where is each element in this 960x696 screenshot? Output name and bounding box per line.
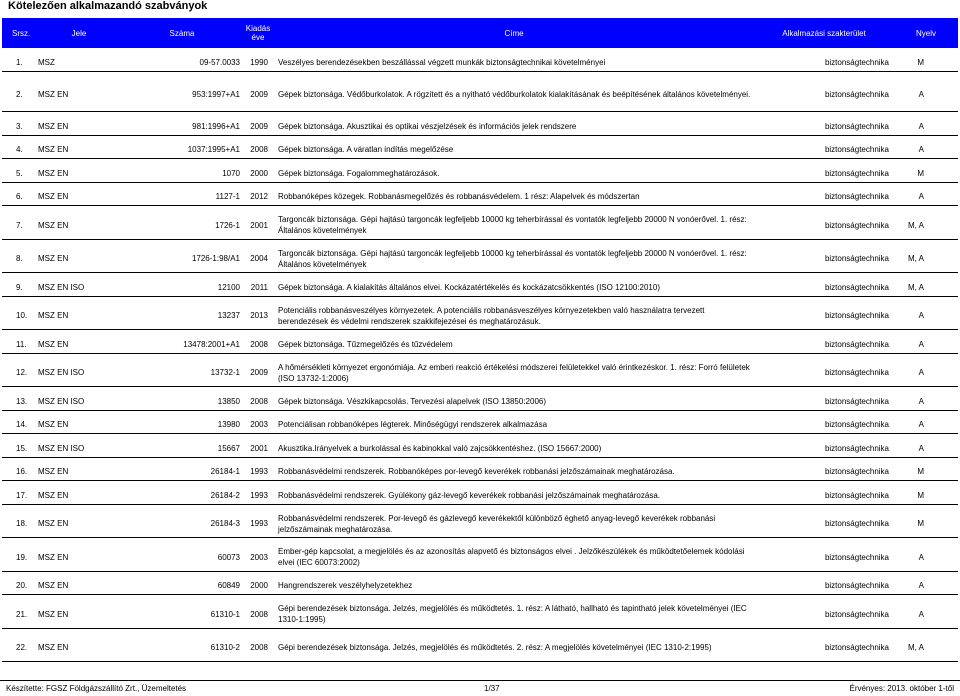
standard-number: 1726-1 xyxy=(122,212,242,239)
application-area: biztonságtechnika xyxy=(754,303,894,330)
row-number: 4. xyxy=(2,142,36,159)
standard-title: Robbanásvédelmi rendszerek. Por-levegő és gázlevegő keverékektől különböző éghető anyag-levegő keverékek robbanási jelzőszámainak meghatározása. xyxy=(274,511,754,538)
issue-year: 2008 xyxy=(242,635,274,662)
standard-number: 1127-1 xyxy=(122,189,242,206)
standard-mark: MSZ xyxy=(36,54,122,71)
standard-mark: MSZ EN ISO xyxy=(36,360,122,387)
table-row xyxy=(2,601,958,628)
standard-title: Potenciális robbanásveszélyes környezetek. A potenciális robbanásveszélyes környezetekben való használatra tervezett berendezések és védelmi rendszerek szakkifejezései és meghatározásuk. xyxy=(274,303,754,330)
standard-title: Gépek biztonsága. Tűzmegelőzés és tűzvédelem xyxy=(274,336,754,353)
application-area: biztonságtechnika xyxy=(754,464,894,481)
row-number: 9. xyxy=(2,279,36,296)
application-area: biztonságtechnika xyxy=(754,118,894,135)
application-area: biztonságtechnika xyxy=(754,511,894,538)
col-header-number: Száma xyxy=(122,18,242,48)
row-number: 10. xyxy=(2,303,36,330)
standard-number: 13980 xyxy=(122,417,242,434)
standard-number: 60849 xyxy=(122,578,242,595)
table-row xyxy=(2,511,958,538)
issue-year: 2008 xyxy=(242,601,274,628)
standard-number: 953:1997+A1 xyxy=(122,78,242,112)
application-area: biztonságtechnika xyxy=(754,417,894,434)
standard-mark: MSZ EN ISO xyxy=(36,393,122,410)
application-area: biztonságtechnika xyxy=(754,487,894,504)
table-row xyxy=(2,246,958,273)
application-area: biztonságtechnika xyxy=(754,165,894,182)
language-code: A xyxy=(894,336,958,353)
issue-year: 2011 xyxy=(242,279,274,296)
issue-year: 2000 xyxy=(242,578,274,595)
application-area: biztonságtechnika xyxy=(754,635,894,662)
application-area: biztonságtechnika xyxy=(754,336,894,353)
language-code: M, A xyxy=(894,212,958,239)
row-number: 15. xyxy=(2,440,36,457)
standard-mark: MSZ EN xyxy=(36,212,122,239)
col-header-lang: Nyelv xyxy=(894,18,958,48)
row-number: 5. xyxy=(2,165,36,182)
table-row xyxy=(2,78,958,112)
row-number: 2. xyxy=(2,78,36,112)
issue-year: 2000 xyxy=(242,165,274,182)
standard-title: Hangrendszerek veszélyhelyzetekhez xyxy=(274,578,754,595)
standard-mark: MSZ EN ISO xyxy=(36,440,122,457)
col-header-no: Srsz. xyxy=(2,18,36,48)
language-code: A xyxy=(894,303,958,330)
issue-year: 2004 xyxy=(242,246,274,273)
issue-year: 2012 xyxy=(242,189,274,206)
issue-year: 2009 xyxy=(242,118,274,135)
footer-validity: Érvényes: 2013. október 1-től xyxy=(849,684,954,693)
standard-title: Targoncák biztonsága. Gépi hajtású targoncák legfeljebb 10000 kg teherbírással és vontatók legfeljebb 20000 N vonóerővel. 1. rész: Általános követelmények xyxy=(274,246,754,273)
language-code: A xyxy=(894,142,958,159)
application-area: biztonságtechnika xyxy=(754,142,894,159)
table-row xyxy=(2,464,958,481)
standard-mark: MSZ EN xyxy=(36,417,122,434)
language-code: M xyxy=(894,54,958,71)
table-row xyxy=(2,54,958,71)
application-area: biztonságtechnika xyxy=(754,544,894,571)
col-header-year: Kiadás éve xyxy=(242,18,274,48)
standard-mark: MSZ EN xyxy=(36,336,122,353)
table-row xyxy=(2,118,958,135)
row-number: 3. xyxy=(2,118,36,135)
standard-mark: MSZ EN xyxy=(36,246,122,273)
issue-year: 2013 xyxy=(242,303,274,330)
row-number: 7. xyxy=(2,212,36,239)
row-number: 21. xyxy=(2,601,36,628)
standard-title: Robbanásvédelmi rendszerek. Robbanóképes por-levegő keverékek robbanási jelzőszámainak meghatározása. xyxy=(274,464,754,481)
standard-title: Gépek biztonsága. Vészkikapcsolás. Tervezési alapelvek (ISO 13850:2006) xyxy=(274,393,754,410)
application-area: biztonságtechnika xyxy=(754,246,894,273)
issue-year: 2008 xyxy=(242,393,274,410)
row-number: 12. xyxy=(2,360,36,387)
language-code: A xyxy=(894,360,958,387)
standard-title: Robbanásvédelmi rendszerek. Gyúlékony gáz-levegő keverékek robbanási jelzőszámainak meghatározása. xyxy=(274,487,754,504)
application-area: biztonságtechnika xyxy=(754,279,894,296)
standards-table xyxy=(2,18,958,662)
table-row xyxy=(2,635,958,662)
language-code: M, A xyxy=(894,246,958,273)
application-area: biztonságtechnika xyxy=(754,54,894,71)
standard-number: 09-57.0033 xyxy=(122,54,242,71)
standard-number: 61310-1 xyxy=(122,601,242,628)
standard-number: 13732-1 xyxy=(122,360,242,387)
application-area: biztonságtechnika xyxy=(754,393,894,410)
row-number: 8. xyxy=(2,246,36,273)
row-number: 18. xyxy=(2,511,36,538)
standard-number: 1037:1995+A1 xyxy=(122,142,242,159)
row-number: 11. xyxy=(2,336,36,353)
standard-mark: MSZ EN xyxy=(36,464,122,481)
standard-title: Gépek biztonsága. Védőburkolatok. A rögzített és a nyitható védőburkolatok kialakításának és beépítésének általános követelményei. xyxy=(274,78,754,112)
page-title: Kötelezően alkalmazandó szabványok xyxy=(8,0,208,12)
footer-author: Készítette: FGSZ Földgázszállító Zrt., Üzemeltetés xyxy=(6,684,187,693)
application-area: biztonságtechnika xyxy=(754,78,894,112)
standard-title: Veszélyes berendezésekben beszállással végzett munkák biztonságtechnikai követelményei xyxy=(274,54,754,71)
page-footer xyxy=(0,680,960,695)
standard-mark: MSZ EN xyxy=(36,78,122,112)
row-number: 16. xyxy=(2,464,36,481)
language-code: A xyxy=(894,544,958,571)
row-number: 20. xyxy=(2,578,36,595)
col-header-mark: Jele xyxy=(36,18,122,48)
application-area: biztonságtechnika xyxy=(754,601,894,628)
standard-mark: MSZ EN xyxy=(36,142,122,159)
standard-title: Potenciálisan robbanóképes légterek. Minőségügyi rendszerek alkalmazása xyxy=(274,417,754,434)
col-header-area: Alkalmazási szakterület xyxy=(754,18,894,48)
table-row xyxy=(2,336,958,353)
table-row xyxy=(2,417,958,434)
standard-mark: MSZ EN xyxy=(36,601,122,628)
language-code: M, A xyxy=(894,279,958,296)
language-code: A xyxy=(894,393,958,410)
standard-mark: MSZ EN xyxy=(36,578,122,595)
standard-title: Gépek biztonsága. A kialakítás általános elvei. Kockázatértékelés és kockázatcsökkentés (ISO 12100:2010) xyxy=(274,279,754,296)
standard-number: 26184-3 xyxy=(122,511,242,538)
language-code: A xyxy=(894,601,958,628)
standard-number: 13850 xyxy=(122,393,242,410)
application-area: biztonságtechnika xyxy=(754,360,894,387)
issue-year: 2009 xyxy=(242,360,274,387)
row-number: 19. xyxy=(2,544,36,571)
row-number: 13. xyxy=(2,393,36,410)
standard-title: Gépi berendezések biztonsága. Jelzés, megjelölés és működtetés. 1. rész: A látható, hallható és tapintható jelek követelményei (IEC 1310-1:1995) xyxy=(274,601,754,628)
issue-year: 2008 xyxy=(242,142,274,159)
standard-number: 1070 xyxy=(122,165,242,182)
language-code: M xyxy=(894,464,958,481)
standard-number: 15667 xyxy=(122,440,242,457)
language-code: A xyxy=(894,417,958,434)
standard-number: 26184-2 xyxy=(122,487,242,504)
standard-title: Targoncák biztonsága. Gépi hajtású targoncák legfeljebb 10000 kg teherbírással és vontatók legfeljebb 20000 N vonóerővel. 1. rész: Általános követelmények xyxy=(274,212,754,239)
language-code: M xyxy=(894,487,958,504)
row-number: 22. xyxy=(2,635,36,662)
footer-page-number: 1/37 xyxy=(484,684,500,693)
table-header-row xyxy=(2,18,958,48)
issue-year: 1993 xyxy=(242,511,274,538)
table-row xyxy=(2,279,958,296)
table-row xyxy=(2,165,958,182)
table-row xyxy=(2,393,958,410)
standard-mark: MSZ EN ISO xyxy=(36,279,122,296)
standard-title: A hőmérsékleti környezet ergonómiája. Az emberi reakció értékelési módszerei felületekkel való érintkezéskor. 1. rész: Forró felületek (ISO 13732-1:2006) xyxy=(274,360,754,387)
standard-mark: MSZ EN xyxy=(36,487,122,504)
table-row xyxy=(2,360,958,387)
language-code: A xyxy=(894,440,958,457)
application-area: biztonságtechnika xyxy=(754,440,894,457)
standard-mark: MSZ EN xyxy=(36,189,122,206)
table-row xyxy=(2,189,958,206)
table-row xyxy=(2,487,958,504)
standard-title: Gépek biztonsága. Fogalommeghatározások. xyxy=(274,165,754,182)
standard-title: Ember-gép kapcsolat, a megjelölés és az azonosítás alapvető és biztonságos elvei . Jelzőkészülékek és működtetőelemek kódolási elvei (IEC 60073:2002) xyxy=(274,544,754,571)
table-row xyxy=(2,544,958,571)
standard-mark: MSZ EN xyxy=(36,544,122,571)
standard-number: 60073 xyxy=(122,544,242,571)
language-code: A xyxy=(894,78,958,112)
standard-mark: MSZ EN xyxy=(36,635,122,662)
issue-year: 1993 xyxy=(242,464,274,481)
col-header-title: Címe xyxy=(274,18,754,48)
issue-year: 2009 xyxy=(242,78,274,112)
issue-year: 2001 xyxy=(242,440,274,457)
standard-title: Gépek biztonsága. Akusztikai és optikai vészjelzések és információs jelek rendszere xyxy=(274,118,754,135)
language-code: M, A xyxy=(894,635,958,662)
table-row xyxy=(2,440,958,457)
issue-year: 2003 xyxy=(242,544,274,571)
standard-mark: MSZ EN xyxy=(36,165,122,182)
issue-year: 1990 xyxy=(242,54,274,71)
standard-number: 981:1996+A1 xyxy=(122,118,242,135)
row-number: 1. xyxy=(2,54,36,71)
language-code: A xyxy=(894,578,958,595)
row-number: 17. xyxy=(2,487,36,504)
standard-mark: MSZ EN xyxy=(36,303,122,330)
language-code: A xyxy=(894,118,958,135)
issue-year: 2001 xyxy=(242,212,274,239)
standard-number: 13478:2001+A1 xyxy=(122,336,242,353)
standard-number: 12100 xyxy=(122,279,242,296)
issue-year: 2003 xyxy=(242,417,274,434)
standard-number: 1726-1:98/A1 xyxy=(122,246,242,273)
language-code: M xyxy=(894,165,958,182)
standard-number: 61310-2 xyxy=(122,635,242,662)
table-row xyxy=(2,303,958,330)
language-code: M xyxy=(894,511,958,538)
standard-title: Gépek biztonsága. A váratlan indítás megelőzése xyxy=(274,142,754,159)
application-area: biztonságtechnika xyxy=(754,212,894,239)
issue-year: 2008 xyxy=(242,336,274,353)
standard-mark: MSZ EN xyxy=(36,118,122,135)
standard-number: 26184-1 xyxy=(122,464,242,481)
table-row xyxy=(2,142,958,159)
issue-year: 1993 xyxy=(242,487,274,504)
standard-mark: MSZ EN xyxy=(36,511,122,538)
row-number: 6. xyxy=(2,189,36,206)
row-number: 14. xyxy=(2,417,36,434)
language-code: A xyxy=(894,189,958,206)
table-row xyxy=(2,578,958,595)
standard-title: Robbanóképes közegek. Robbanásmegelőzés és robbanásvédelem. 1 rész: Alapelvek és módszertan xyxy=(274,189,754,206)
standard-title: Gépi berendezések biztonsága. Jelzés, megjelölés és működtetés. 2. rész: A megjelölés követelményei (IEC 1310-2:1995) xyxy=(274,635,754,662)
standard-title: Akusztika.Irányelvek a burkolással és kabinokkal való zajcsökkentéshez. (ISO 15667:2000) xyxy=(274,440,754,457)
application-area: biztonságtechnika xyxy=(754,189,894,206)
application-area: biztonságtechnika xyxy=(754,578,894,595)
table-row xyxy=(2,212,958,239)
standard-number: 13237 xyxy=(122,303,242,330)
table-body xyxy=(2,48,958,662)
